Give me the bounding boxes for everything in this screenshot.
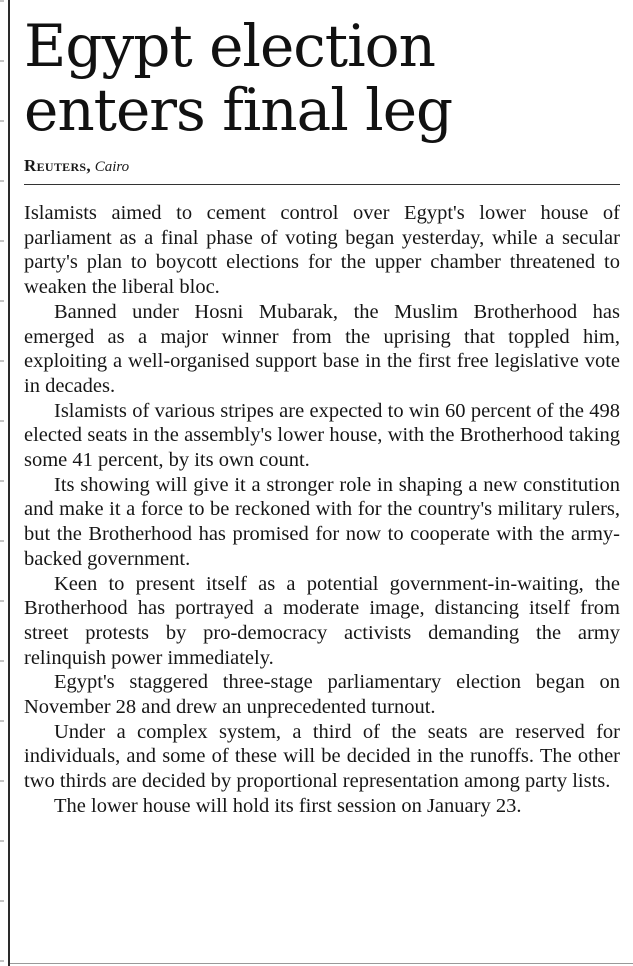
byline-place: Cairo — [94, 159, 130, 175]
byline — [24, 156, 620, 176]
headline: Egypt election enters final leg — [24, 12, 453, 144]
column-rule — [8, 0, 10, 966]
paragraph: Under a complex system, a third of the seats are reserved for individuals, and some of these will be decided in the runoffs. The other two thirds are decided by proportional representation among party lists. — [24, 720, 620, 793]
paragraph: Egypt's staggered three-stage parliamentary election began on November 28 and drew an unprecedented turnout. — [24, 671, 620, 719]
paragraph: Islamists of various stripes are expected to win 60 percent of the 498 elected seats in the assembly's lower house, with the Brotherhood taking some 41 percent, by its own count. — [24, 399, 620, 472]
news-article — [24, 14, 620, 819]
bottom-rule — [10, 963, 633, 964]
page-edge-marks — [0, 0, 4, 966]
byline-divider — [24, 184, 620, 185]
paragraph: Islamists aimed to cement control over Egypt's lower house of parliament as a final phase of voting began yesterday, while a secular party's plan to boycott elections for the upper chamber threatened to weaken the liberal bloc. — [24, 202, 620, 299]
paragraph: The lower house will hold its first session on January 23. — [54, 794, 522, 817]
article-body — [24, 201, 620, 819]
paragraph: Its showing will give it a stronger role in shaping a new constitution and make it a force to be reckoned with for the country's military rulers, but the Brotherhood has promised for now to cooperate with the army-backed government. — [24, 473, 620, 570]
byline-agency: Reuters, — [24, 156, 91, 175]
paragraph: Banned under Hosni Mubarak, the Muslim Brotherhood has emerged as a major winner from the uprising that toppled him, exploiting a well-organised support base in the first free legislative vote in decades. — [24, 300, 620, 397]
paragraph: Keen to present itself as a potential government-in-waiting, the Brotherhood has portrayed a moderate image, distancing itself from street protests by pro-democracy activists demanding the army relinquish power immediately. — [24, 572, 620, 669]
